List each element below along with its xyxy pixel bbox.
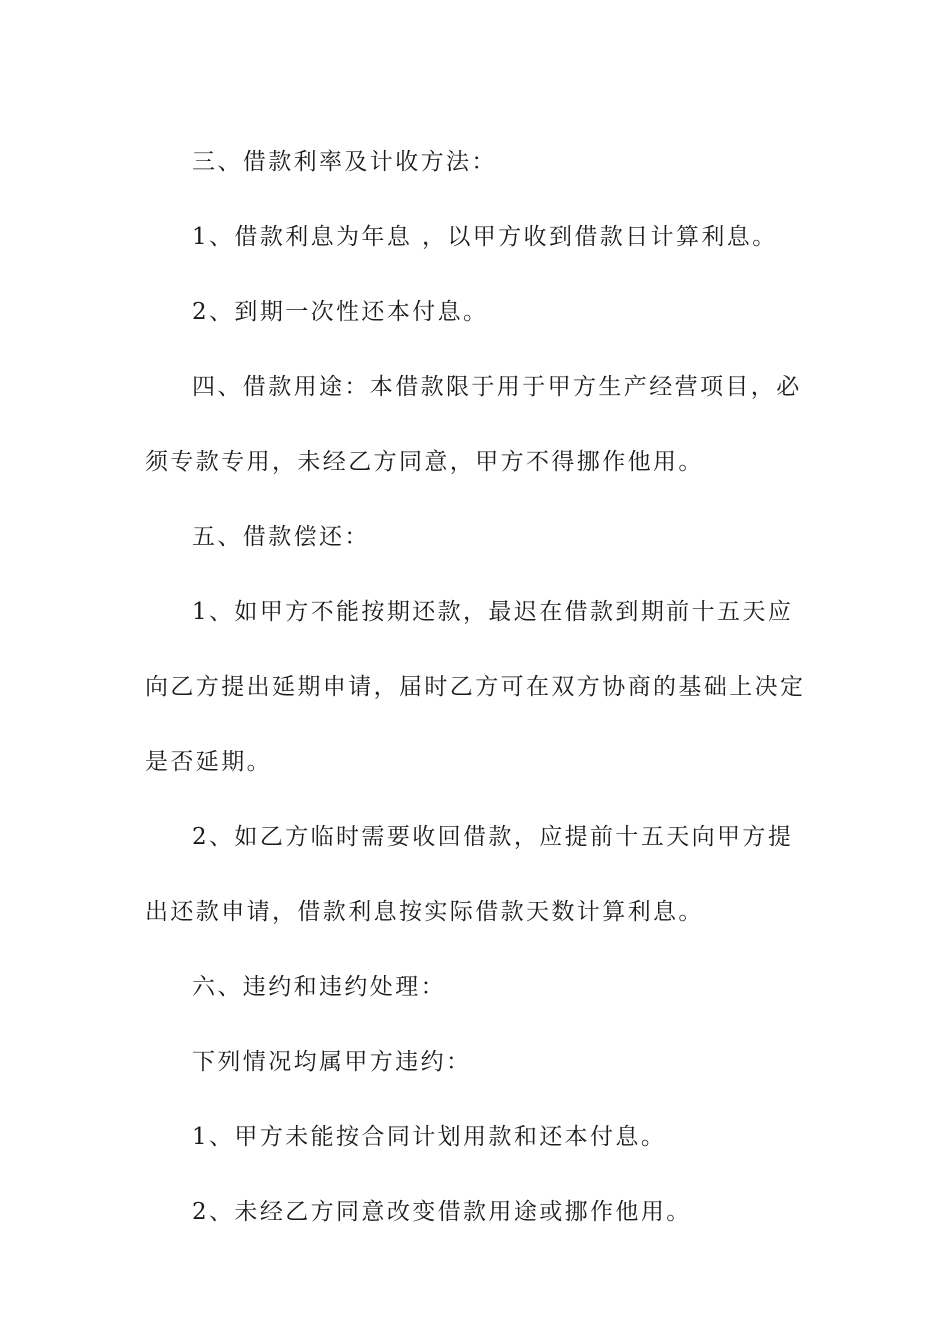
section-heading-repayment: 五、借款偿还： [192,524,370,550]
clause-interest-annual: 1、借款利息为年息 ，以甲方收到借款日计算利息。 [192,224,778,250]
breach-intro: 下列情况均属甲方违约： [192,1049,472,1075]
section-heading-interest: 三、借款利率及计收方法： [192,149,497,175]
document-body [145,125,807,1250]
breach-item-1: 1、甲方未能按合同计划用款和还本付息。 [192,1124,667,1150]
section-loan-purpose: 四、借款用途：本借款限于用于甲方生产经营项目，必须专款专用，未经乙方同意，甲方不得挪作他用。 [145,374,802,475]
clause-early-recall: 2、如乙方临时需要收回借款，应提前十五天向甲方提出还款申请，借款利息按实际借款天数计算利息。 [145,824,794,925]
clause-extension-request: 1、如甲方不能按期还款，最迟在借款到期前十五天应向乙方提出延期申请，届时乙方可在双方协商的基础上决定是否延期。 [145,599,806,775]
section-heading-breach: 六、违约和违约处理： [192,974,446,1000]
clause-repayment-lump-sum: 2、到期一次性还本付息。 [192,299,489,325]
breach-item-2: 2、未经乙方同意改变借款用途或挪作他用。 [192,1199,692,1225]
